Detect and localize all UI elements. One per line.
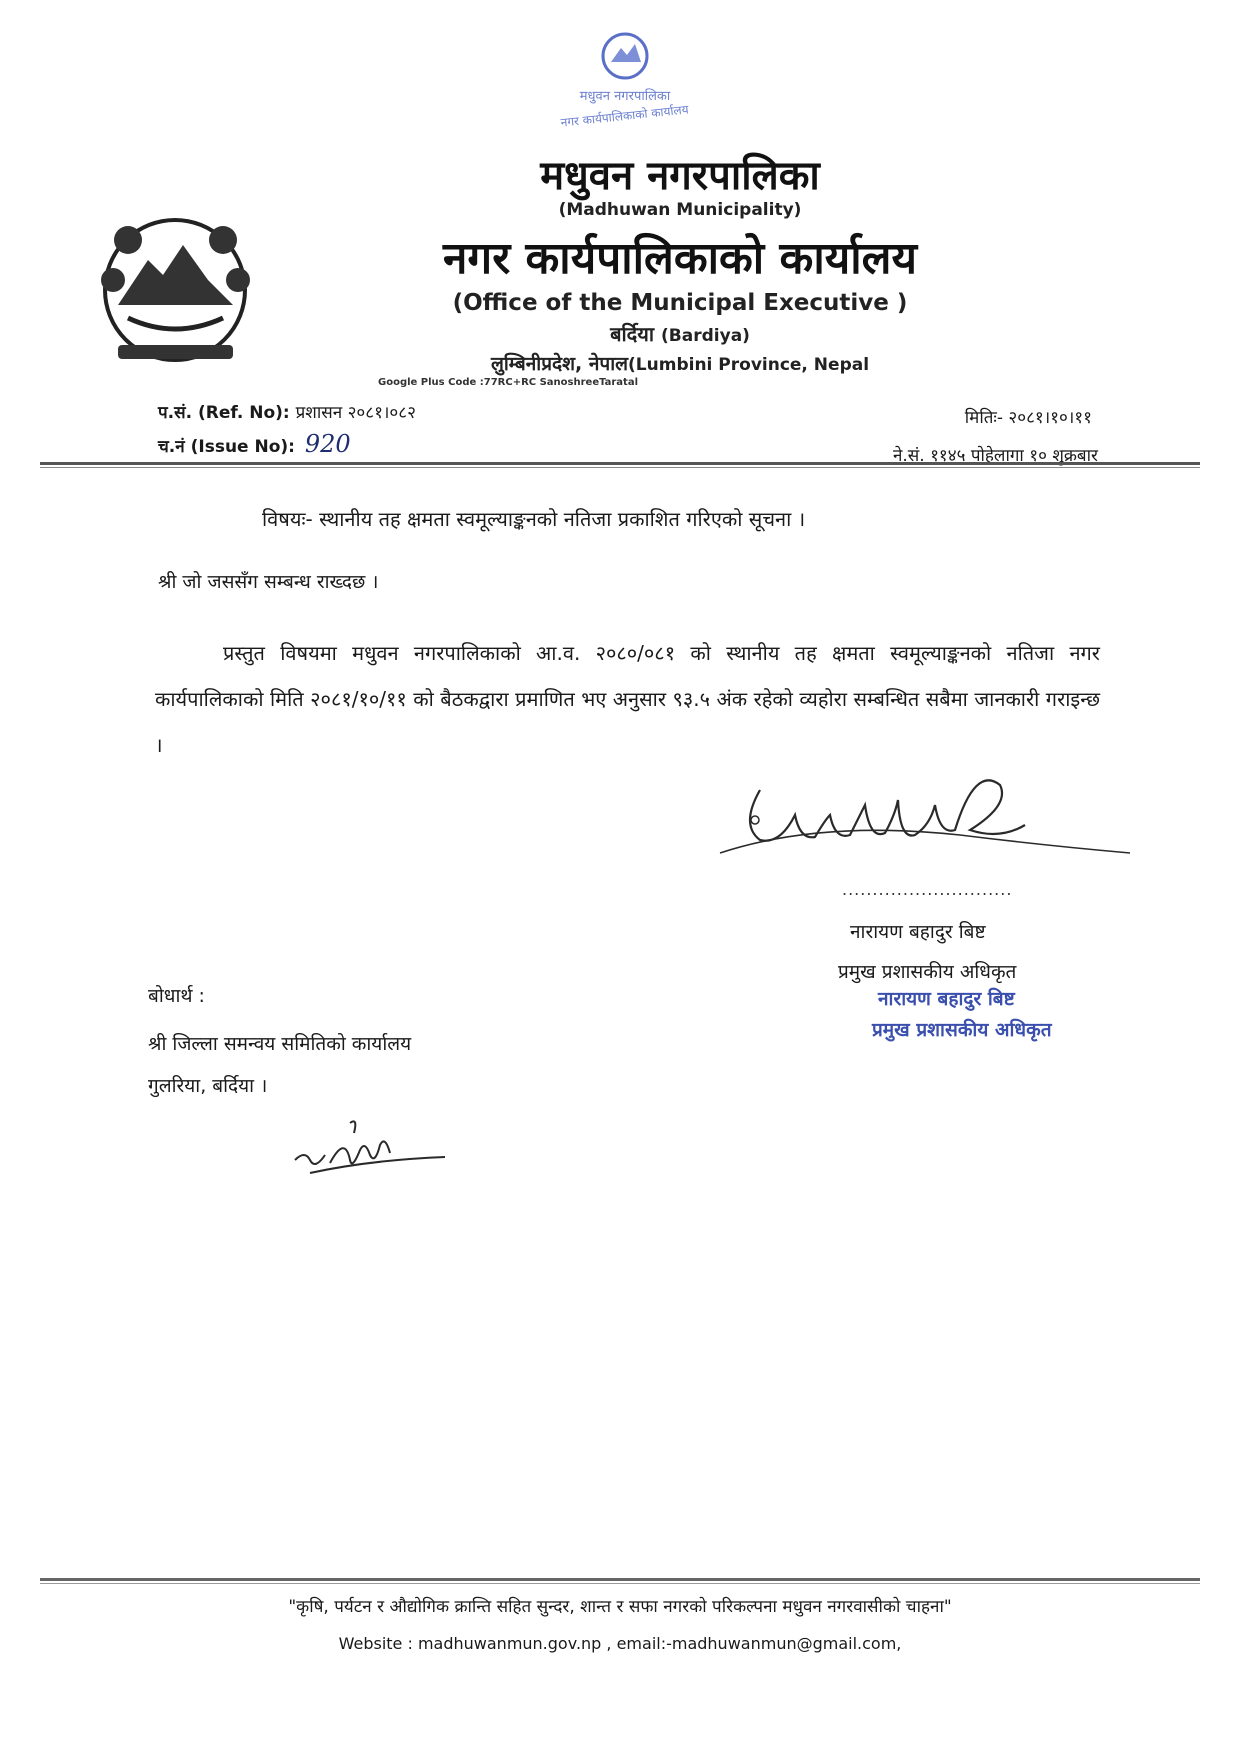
municipal-seal-icon	[545, 28, 705, 138]
plus-code: Google Plus Code :77RC+RC SanoshreeTaratal	[378, 377, 639, 388]
municipality-name-en: (Madhuwan Municipality)	[558, 200, 802, 220]
date-bs: मितिः- २०८१।१०।११	[964, 408, 1092, 428]
issue-number	[158, 430, 351, 458]
district-en: (Bardiya)	[661, 326, 750, 346]
stamp-name: नारायण बहादुर बिष्ट	[878, 988, 1015, 1010]
issue-value: 920	[304, 430, 351, 458]
issue-label: च.नं (Issue No):	[158, 437, 295, 457]
municipality-name-np: मधुवन नगरपालिका	[540, 153, 820, 199]
cc-recipient-line-1: श्री जिल्ला समन्वय समितिको कार्यालय	[148, 1033, 412, 1055]
district-line	[300, 320, 1060, 347]
date-nepal-sambat: ने.सं. ११४५ पोहेलागा १० शुक्रबार	[892, 446, 1098, 466]
signatory-name: नारायण बहादुर बिष्ट	[850, 921, 986, 943]
stamp-title: प्रमुख प्रशासकीय अधिकृत	[872, 1019, 1052, 1041]
province-np: लुम्बिनीप्रदेश, नेपाल	[490, 353, 629, 375]
letter-salutation: श्री जो जससँग सम्बन्ध राख्दछ ।	[158, 571, 379, 593]
signature-dots: ............................	[842, 880, 1013, 899]
province-line	[300, 350, 1060, 376]
letter-subject: विषयः- स्थानीय तह क्षमता स्वमूल्याङ्कनको नतिजा प्रकाशित गरिएको सूचना ।	[262, 507, 806, 531]
cc-recipient-line-2: गुलरिया, बर्दिया ।	[148, 1075, 268, 1097]
seal-text-1: मधुवन नगरपालिका	[579, 89, 671, 104]
header-divider	[40, 462, 1200, 468]
initials-icon	[290, 1115, 460, 1185]
province-en: (Lumbini Province, Nepal	[628, 355, 870, 375]
ref-label: प.सं. (Ref. No):	[158, 403, 290, 423]
seal-text-2: नगर कार्यपालिकाको कार्यालय	[559, 102, 690, 130]
footer-contact: Website : madhuwanmun.gov.np , email:-madhuwanmun@gmail.com,	[338, 1634, 902, 1653]
signature-icon	[700, 745, 1130, 875]
district-np: बर्दिया	[610, 322, 655, 346]
office-name-en: (Office of the Municipal Executive )	[452, 290, 908, 316]
office-name-np: नगर कार्यपालिकाको कार्यालय	[443, 233, 917, 284]
signatory-title: प्रमुख प्रशासकीय अधिकृत	[838, 961, 1017, 983]
footer-divider	[40, 1578, 1200, 1584]
nepal-emblem-icon	[88, 200, 263, 375]
ref-value: प्रशासन २०८१।०८२	[295, 403, 416, 423]
ref-number	[158, 400, 416, 423]
cc-heading: बोधार्थ :	[148, 985, 205, 1007]
footer-motto: "कृषि, पर्यटन र औद्योगिक क्रान्ति सहित सुन्दर, शान्त र सफा नगरको परिकल्पना मधुवन नगरवासीको चाहना"	[288, 1597, 952, 1617]
letter-body: प्रस्तुत विषयमा मधुवन नगरपालिकाको आ.व. २०८०/०८१ को स्थानीय तह क्षमता स्वमूल्याङ्कनको नतिजा नगर कार्यपालिकाको मिति २०८१/१०/११ को बैठकद्वारा प्रमाणित भए अनुसार ९३.५ अंक रहेको व्यहोरा सम्बन्धित सबैमा जानकारी गराइन्छ ।	[155, 641, 1100, 757]
